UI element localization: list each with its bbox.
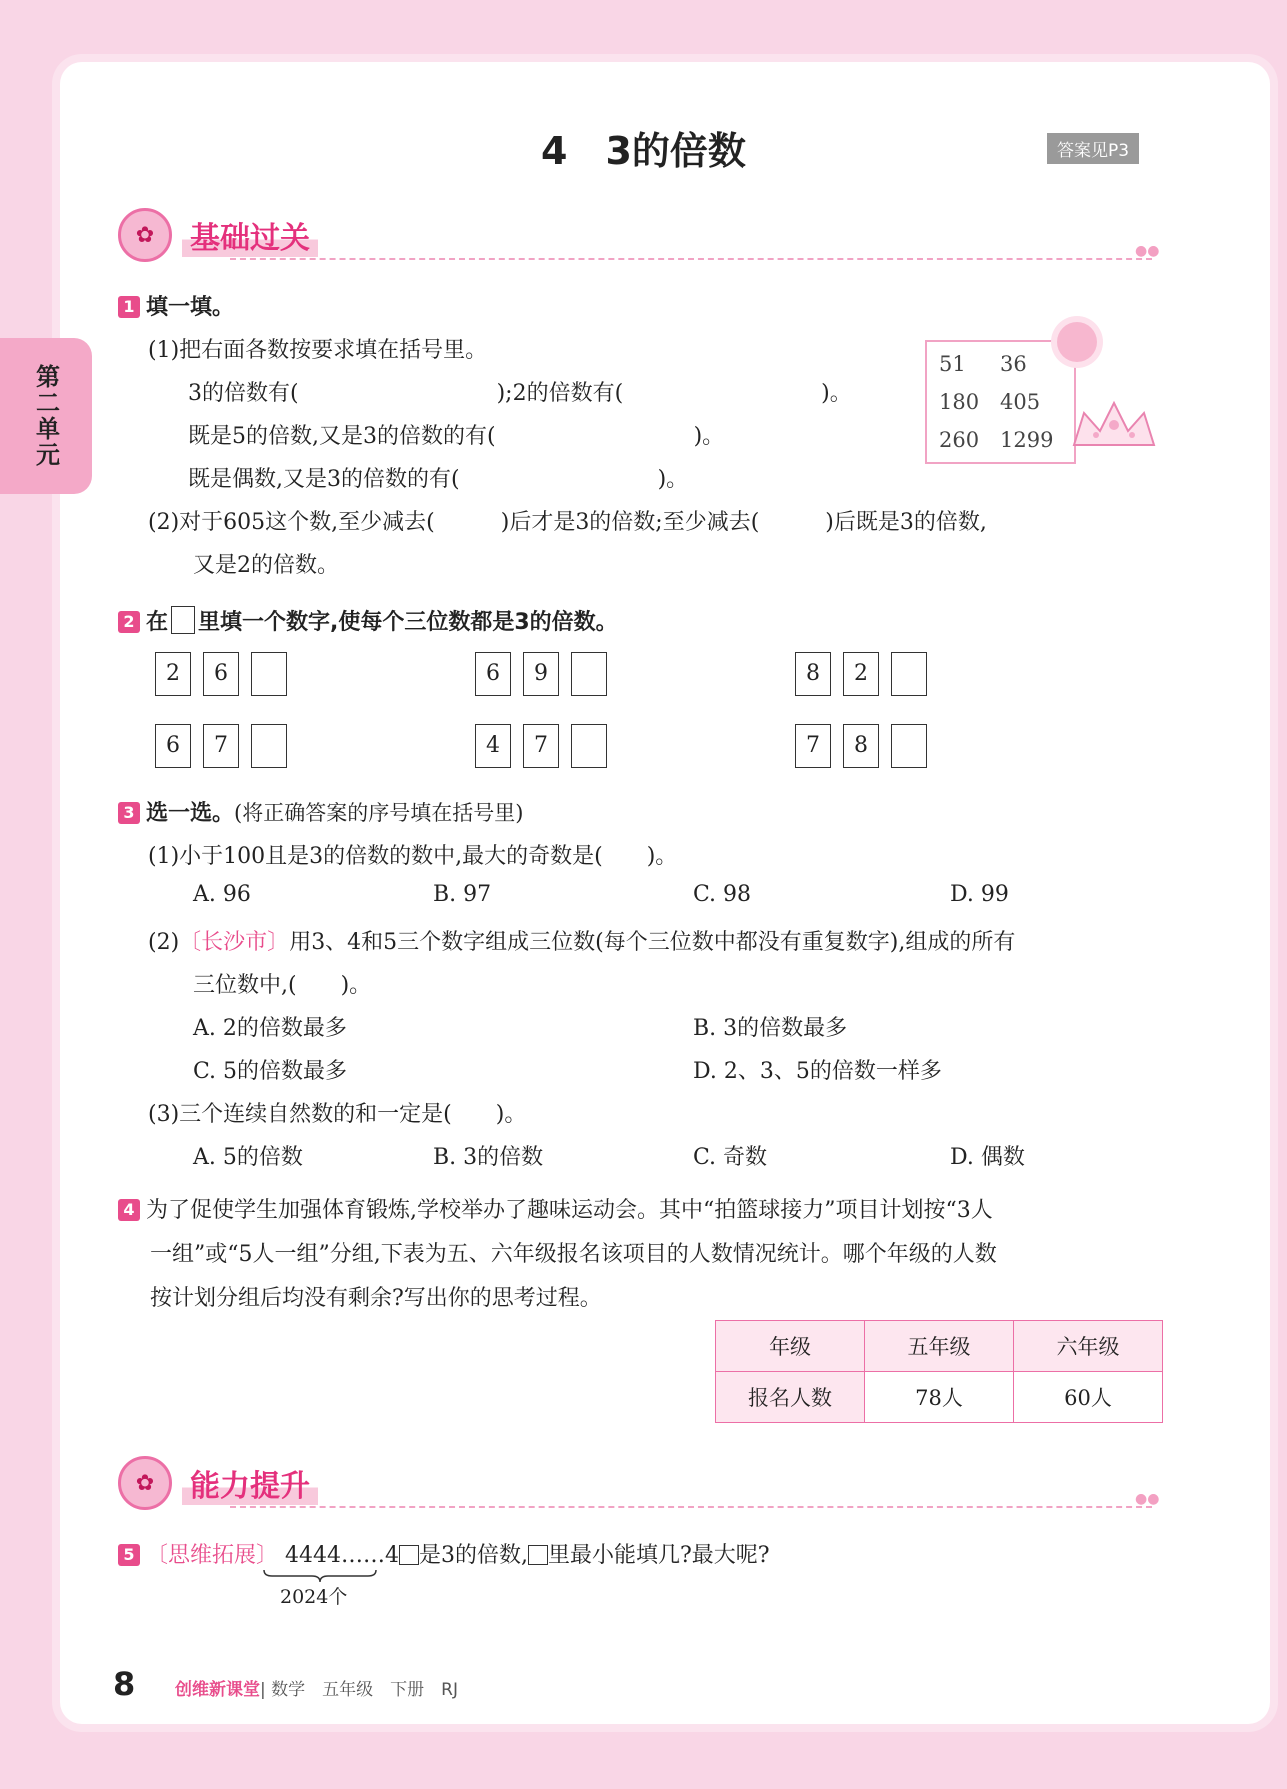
repeated-digits: 4444……4 xyxy=(285,1543,400,1568)
table-cell: 报名人数 xyxy=(716,1372,865,1423)
page-title: 4 3的倍数 xyxy=(541,129,746,173)
digit-box: 7 xyxy=(795,724,831,768)
option[interactable]: C. 5的倍数最多 xyxy=(193,1059,348,1084)
digit-box: 7 xyxy=(523,724,559,768)
digit-box: 2 xyxy=(155,652,191,696)
digit-box: 4 xyxy=(475,724,511,768)
dots-decoration-icon: ●● xyxy=(1135,1491,1160,1507)
blank-digit-box[interactable] xyxy=(891,724,927,768)
digit-box: 7 xyxy=(203,724,239,768)
q1-part1-b: 既是5的倍数,又是3的倍数的有( )。 xyxy=(188,424,725,449)
footer-info: 创维新课堂| 数学 五年级 下册 RJ xyxy=(175,1680,458,1700)
question-2-head: 2 在 里填一个数字,使每个三位数都是3的倍数。 xyxy=(118,605,618,636)
crown-icon xyxy=(1070,395,1158,453)
mascot-icon: ✿ xyxy=(118,208,172,262)
mascot-icon: ✿ xyxy=(118,1456,172,1510)
number-item: 36 xyxy=(1000,352,1027,376)
option[interactable]: B. 97 xyxy=(433,882,492,907)
digit-box: 8 xyxy=(795,652,831,696)
question-4-line: 按计划分组后均没有剩余?写出你的思考过程。 xyxy=(150,1286,602,1311)
question-4-line: 4 为了促使学生加强体育锻炼,学校举办了趣味运动会。其中“拍篮球接力”项目计划按“3人 xyxy=(118,1193,993,1224)
answer-reference-tag: 答案见P3 xyxy=(1047,133,1139,164)
q3-sub3: (3)三个连续自然数的和一定是( )。 xyxy=(148,1102,527,1127)
table-header-cell: 五年级 xyxy=(865,1321,1014,1372)
table-header-row xyxy=(716,1321,1163,1372)
q1-part2-cont: 又是2的倍数。 xyxy=(193,553,339,578)
blank-box xyxy=(399,1545,419,1565)
section-title: 基础过关 xyxy=(182,213,318,257)
number-item: 1299 xyxy=(1000,428,1054,452)
q3-sub2: (2)〔长沙市〕用3、4和5三个数字组成三位数(每个三位数中都没有重复数字),组成的所有 xyxy=(148,930,1016,955)
blank-digit-box[interactable] xyxy=(251,724,287,768)
question-1-head: 1 填一填。 xyxy=(118,290,234,321)
table-cell: 60人 xyxy=(1014,1372,1163,1423)
sun-icon xyxy=(1057,322,1097,362)
number-item: 405 xyxy=(1000,390,1041,414)
digit-box: 6 xyxy=(475,652,511,696)
region-tag: 〔长沙市〕 xyxy=(179,930,290,955)
section-divider xyxy=(230,1506,1152,1508)
question-4-line: 一组”或“5人一组”分组,下表为五、六年级报名该项目的人数情况统计。哪个年级的人数 xyxy=(150,1242,997,1267)
option[interactable]: A. 96 xyxy=(193,882,251,907)
section-title: 能力提升 xyxy=(182,1461,318,1505)
unit-side-tab: 第二单元 xyxy=(0,338,92,494)
number-item: 260 xyxy=(939,428,980,452)
dots-decoration-icon: ●● xyxy=(1135,243,1160,259)
number-card xyxy=(925,340,1076,464)
table-row xyxy=(716,1372,1163,1423)
digit-box: 6 xyxy=(203,652,239,696)
section-header-basic xyxy=(118,207,318,263)
digit-box: 6 xyxy=(155,724,191,768)
q1-part1-a: 3的倍数有( );2的倍数有( )。 xyxy=(188,381,852,406)
section-header-advanced xyxy=(118,1455,318,1511)
blank-digit-box[interactable] xyxy=(571,724,607,768)
digit-box: 9 xyxy=(523,652,559,696)
table-cell: 78人 xyxy=(865,1372,1014,1423)
blank-digit-box[interactable] xyxy=(571,652,607,696)
blank-box xyxy=(528,1545,548,1565)
q3-sub1: (1)小于100且是3的倍数的数中,最大的奇数是( )。 xyxy=(148,844,678,869)
number-item: 51 xyxy=(939,352,966,376)
digit-box: 8 xyxy=(843,724,879,768)
q3-sub2-cont: 三位数中,( )。 xyxy=(193,973,372,998)
option[interactable]: C. 98 xyxy=(693,882,752,907)
digit-box: 2 xyxy=(843,652,879,696)
blank-digit-box[interactable] xyxy=(251,652,287,696)
table-header-cell: 年级 xyxy=(716,1321,865,1372)
section-divider xyxy=(230,258,1152,260)
blank-digit-box[interactable] xyxy=(891,652,927,696)
number-item: 180 xyxy=(939,390,980,414)
option[interactable]: C. 奇数 xyxy=(693,1145,768,1170)
option[interactable]: A. 5的倍数 xyxy=(193,1145,303,1170)
option[interactable]: B. 3的倍数最多 xyxy=(693,1016,848,1041)
option[interactable]: D. 99 xyxy=(950,882,1009,907)
q1-part1-c: 既是偶数,又是3的倍数的有( )。 xyxy=(188,467,689,492)
option[interactable]: D. 2、3、5的倍数一样多 xyxy=(693,1059,942,1084)
q1-part1: (1)把右面各数按要求填在括号里。 xyxy=(148,338,488,363)
q1-part2: (2)对于605这个数,至少减去( )后才是3的倍数;至少减去( )后既是3的倍数, xyxy=(148,510,987,535)
option[interactable]: B. 3的倍数 xyxy=(433,1145,544,1170)
question-3-head: 3 选一选。(将正确答案的序号填在括号里) xyxy=(118,796,523,827)
page-number: 8 xyxy=(113,1665,136,1703)
registration-table xyxy=(715,1320,1163,1423)
question-5: 5 〔思维拓展〕 4444……4 是3的倍数, 里最小能填几?最大呢? xyxy=(118,1538,770,1569)
option[interactable]: D. 偶数 xyxy=(950,1145,1025,1170)
option[interactable]: A. 2的倍数最多 xyxy=(193,1016,347,1041)
digit-count-label: 2024个 xyxy=(280,1586,348,1608)
table-header-cell: 六年级 xyxy=(1014,1321,1163,1372)
